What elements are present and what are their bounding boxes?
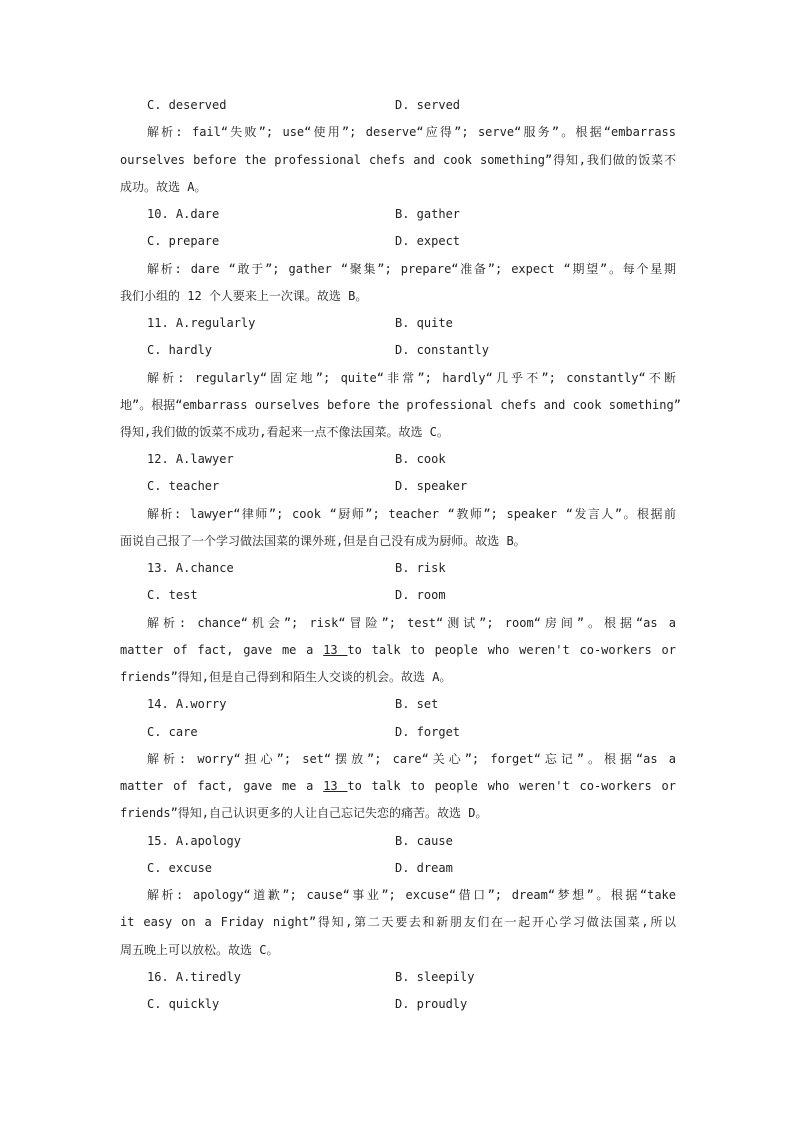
analysis-14-line-2-start: matter of fact, gave me a (120, 779, 324, 793)
option-11a: 11. A.regularly (147, 316, 256, 330)
analysis-15-line-3: 周五晚上可以放松。故选 C。 (120, 943, 279, 957)
analysis-10-line-2: 我们小组的 12 个人要来上一次课。故选 B。 (120, 289, 368, 303)
analysis-9-line-1: 解析: fail“失败”; use“使用”; deserve“应得”; serve“服务”。根据“embarrass (147, 125, 676, 139)
option-15a: 15. A.apology (147, 834, 241, 848)
option-13b: B. risk (395, 561, 446, 575)
option-12a: 12. A.lawyer (147, 452, 234, 466)
option-13c: C. test (147, 588, 198, 602)
option-16c: C. quickly (147, 997, 220, 1011)
option-16a: 16. A.tiredly (147, 970, 241, 984)
analysis-13-line-1: 解析: chance“机会”; risk“冒险”; test“测试”; room“房间”。根据“as a (147, 616, 676, 630)
option-10d: D. expect (395, 234, 461, 248)
option-11d: D. constantly (395, 343, 489, 357)
analysis-13-line-2-end: to talk to people who weren't co-workers or (347, 643, 676, 657)
analysis-14-line-1: 解析: worry“担心”; set“摆放”; care“关心”; forget“忘记”。根据“as a (147, 752, 676, 766)
option-10c: C. prepare (147, 234, 220, 248)
option-12b: B. cook (395, 452, 446, 466)
option-11c: C. hardly (147, 343, 213, 357)
analysis-11-line-2: 地”。根据“embarrass ourselves before the professional chefs and cook something” (120, 398, 681, 412)
option-14d: D. forget (395, 725, 461, 739)
option-15d: D. dream (395, 861, 453, 875)
analysis-9-line-3: 成功。故选 A。 (120, 180, 207, 194)
option-14b: B. set (395, 697, 439, 711)
option-12c: C. teacher (147, 479, 220, 493)
option-13d: D. room (395, 588, 446, 602)
analysis-13-line-3: friends”得知,但是自己得到和陌生人交谈的机会。故选 A。 (120, 670, 452, 684)
analysis-11-line-1: 解析: regularly“固定地”; quite“非常”; hardly“几乎不”; constantly“不断 (147, 371, 676, 385)
analysis-12-line-1: 解析: lawyer“律师”; cook “厨师”; teacher “教师”; speaker “发言人”。根据前 (147, 507, 676, 521)
option-11b: B. quite (395, 316, 453, 330)
option-12d: D. speaker (395, 479, 468, 493)
analysis-11-line-3: 得知,我们做的饭菜不成功,看起来一点不像法国菜。故选 C。 (120, 425, 449, 439)
option-16d: D. proudly (395, 997, 468, 1011)
option-10a: 10. A.dare (147, 207, 220, 221)
analysis-9-line-2: ourselves before the professional chefs and cook something”得知,我们做的饭菜不 (120, 153, 676, 167)
analysis-10-line-1: 解析: dare “敢于”; gather “聚集”; prepare“准备”; expect “期望”。每个星期 (147, 262, 676, 276)
option-15b: B. cause (395, 834, 453, 848)
option-9c: C. deserved (147, 98, 227, 112)
option-15c: C. excuse (147, 861, 213, 875)
option-10b: B. gather (395, 207, 461, 221)
option-16b: B. sleepily (395, 970, 475, 984)
analysis-13-line-2-start: matter of fact, gave me a (120, 643, 324, 657)
analysis-15-line-1: 解析: apology“道歉”; cause“事业”; excuse“借口”; dream“梦想”。根据“take (147, 888, 676, 902)
blank-13-repeat: 13 (323, 779, 348, 793)
analysis-15-line-2: it easy on a Friday night”得知,第二天要去和新朋友们在一起开心学习做法国菜,所以 (120, 915, 676, 929)
option-13a: 13. A.chance (147, 561, 234, 575)
option-9d: D. served (395, 98, 461, 112)
analysis-14-line-2-end: to talk to people who weren't co-workers or (347, 779, 676, 793)
option-14c: C. care (147, 725, 198, 739)
analysis-14-line-3: friends”得知,自己认识更多的人让自己忘记失恋的痛苦。故选 D。 (120, 806, 488, 820)
analysis-13-line-2 (120, 642, 676, 658)
blank-13: 13 (323, 643, 348, 657)
option-14a: 14. A.worry (147, 697, 227, 711)
analysis-14-line-2 (120, 778, 676, 794)
analysis-12-line-2: 面说自己报了一个学习做法国菜的课外班,但是自己没有成为厨师。故选 B。 (120, 534, 526, 548)
